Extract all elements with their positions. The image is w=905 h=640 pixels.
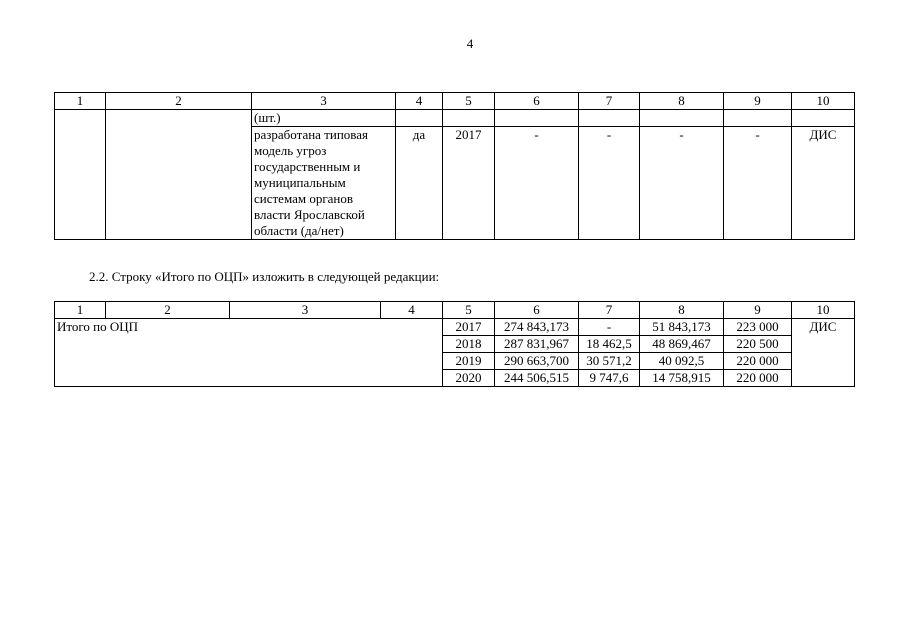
table-row [55,110,855,127]
total-table [54,301,855,387]
header-cell: 8 [640,302,724,319]
value-cell: - [579,319,640,336]
value-cell: 287 831,967 [495,336,579,353]
year-cell: 2020 [443,370,495,387]
indicator-line: модель угроз [254,143,327,158]
header-cell: 6 [495,302,579,319]
indicator-line: муниципальным [254,175,346,190]
header-cell: 3 [252,93,396,110]
value-cell: 30 571,2 [579,353,640,370]
header-cell: 5 [443,302,495,319]
indicator-unit-value: да [396,127,443,240]
value-cell: - [724,127,792,240]
value-cell: 290 663,700 [495,353,579,370]
table-header-row [55,93,855,110]
header-cell: 8 [640,93,724,110]
header-cell: 1 [55,93,106,110]
header-cell: 4 [381,302,443,319]
indicator-description-cell [252,127,396,240]
page-number: 4 [466,36,474,51]
executor-cell: ДИС [792,319,855,387]
header-cell: 7 [579,302,640,319]
table-cell [443,110,495,127]
value-cell: 14 758,915 [640,370,724,387]
indicator-line: области (да/нет) [254,223,344,238]
value-cell: - [579,127,640,240]
header-cell: 3 [230,302,381,319]
table-cell [55,110,106,240]
program-table-continuation [54,92,855,240]
header-cell: 7 [579,93,640,110]
header-cell: 9 [724,302,792,319]
header-cell: 6 [495,93,579,110]
indicator-line: государственным и [254,159,361,174]
value-cell: 48 869,467 [640,336,724,353]
year-cell: 2017 [443,319,495,336]
value-cell: - [495,127,579,240]
header-cell: 10 [792,302,855,319]
year-cell: 2017 [443,127,495,240]
header-cell: 2 [106,302,230,319]
header-cell: 1 [55,302,106,319]
table-cell [640,110,724,127]
table-header-row [55,302,855,319]
header-cell: 9 [724,93,792,110]
table-cell [724,110,792,127]
value-cell: 223 000 [724,319,792,336]
indicator-line: власти Ярославской [254,207,365,222]
value-cell: 51 843,173 [640,319,724,336]
value-cell: - [640,127,724,240]
total-label-cell: Итого по ОЦП [55,319,443,387]
year-cell: 2019 [443,353,495,370]
value-cell: 220 000 [724,370,792,387]
executor-cell: ДИС [792,127,855,240]
indicator-line: разработана типовая [254,127,369,142]
indicator-unit-cell: (шт.) [252,110,396,127]
value-cell: 40 092,5 [640,353,724,370]
header-cell: 2 [106,93,252,110]
table-cell [106,110,252,240]
year-cell: 2018 [443,336,495,353]
header-cell: 4 [396,93,443,110]
value-cell: 244 506,515 [495,370,579,387]
header-cell: 5 [443,93,495,110]
value-cell: 220 000 [724,353,792,370]
table-cell [792,110,855,127]
value-cell: 220 500 [724,336,792,353]
table-cell [495,110,579,127]
value-cell: 18 462,5 [579,336,640,353]
instruction-paragraph: 2.2. Строку «Итого по ОЦП» изложить в следующей редакции: [89,269,440,284]
value-cell: 274 843,173 [495,319,579,336]
table-row [55,319,855,336]
indicator-line: системам органов [254,191,354,206]
table-cell [396,110,443,127]
table-cell [579,110,640,127]
value-cell: 9 747,6 [579,370,640,387]
header-cell: 10 [792,93,855,110]
